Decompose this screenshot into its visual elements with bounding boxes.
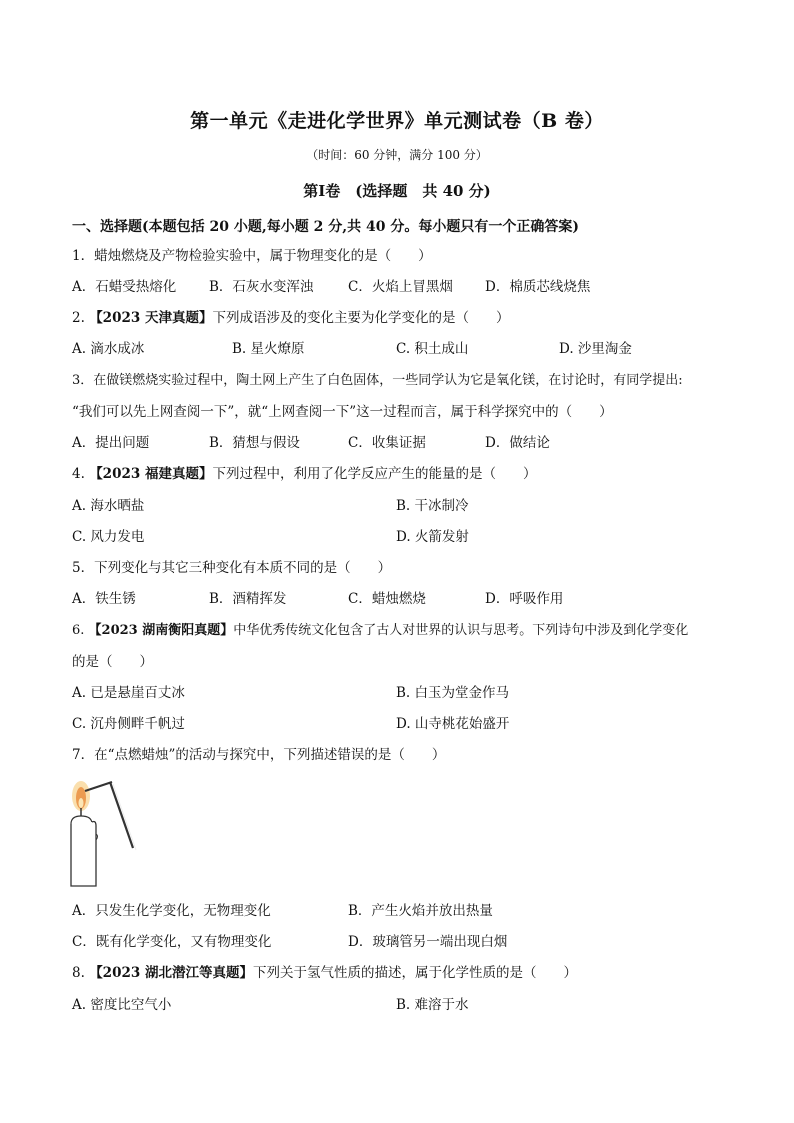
question-number: 8. <box>72 965 85 981</box>
q6-option-b: B. 白玉为堂金作马 <box>396 685 510 701</box>
q6-option-c: C. 沉舟侧畔千帆过 <box>72 716 185 732</box>
q5-option-c: C．蜡烛燃烧 <box>348 591 426 607</box>
candle-with-glass-tube-illustration <box>66 776 146 891</box>
question-1-stem: 1．蜡烛燃烧及产物检验实验中，属于物理变化的是（ ） <box>72 248 432 264</box>
question-3-stem: 3．在做镁燃烧实验过程中，陶土网上产生了白色固体，一些同学认为它是氧化镁，在讨论时，有同学提出: <box>72 373 683 388</box>
q7-option-a: A．只发生化学变化，无物理变化 <box>72 903 271 919</box>
question-7-stem: 7．在“点燃蜡烛”的活动与探究中，下列描述错误的是（ ） <box>72 747 446 763</box>
q2-option-d: D. 沙里淘金 <box>559 341 632 357</box>
question-6-stem-cont: 的是（ ） <box>72 654 153 670</box>
question-source: 【2023 湖北潜江等真题】 <box>89 965 253 981</box>
question-5-stem: 5．下列变化与其它三种变化有本质不同的是（ ） <box>72 560 392 576</box>
q5-option-a: A．铁生锈 <box>72 591 136 607</box>
q3-option-d: D．做结论 <box>485 435 550 451</box>
q2-option-c: C. 积土成山 <box>396 341 469 357</box>
question-2-stem <box>72 309 509 327</box>
q4-option-c: C. 风力发电 <box>72 529 145 545</box>
question-number: 2. <box>72 310 85 326</box>
q4-option-a: A. 海水晒盐 <box>72 498 145 514</box>
q7-option-d: D．玻璃管另一端出现白烟 <box>348 934 508 950</box>
question-source: 【2023 天津真题】 <box>89 310 213 326</box>
question-4-stem <box>72 465 536 483</box>
question-text: 中华优秀传统文化包含了古人对世界的认识与思考。下列诗句中涉及到化学变化 <box>233 623 689 638</box>
q8-option-a: A. 密度比空气小 <box>72 997 172 1013</box>
q6-option-a: A. 已是悬崖百丈冰 <box>72 685 185 701</box>
q3-option-c: C．收集证据 <box>348 435 426 451</box>
q5-option-b: B．酒精挥发 <box>209 591 287 607</box>
q1-option-c: C．火焰上冒黑烟 <box>348 279 453 295</box>
q2-option-b: B. 星火燎原 <box>232 341 305 357</box>
question-text: 下列成语涉及的变化主要为化学变化的是（ ） <box>212 310 510 326</box>
question-text: 下列关于氢气性质的描述，属于化学性质的是（ ） <box>252 965 577 981</box>
page-title: 第一单元《走进化学世界》单元测试卷（B 卷） <box>190 110 604 132</box>
q8-option-b: B. 难溶于水 <box>396 997 469 1013</box>
question-8-stem <box>72 964 577 982</box>
q3-option-a: A．提出问题 <box>72 435 150 451</box>
q3-option-b: B．猜想与假设 <box>209 435 300 451</box>
q4-option-d: D. 火箭发射 <box>396 529 469 545</box>
q4-option-b: B. 干冰制冷 <box>396 498 469 514</box>
question-source: 【2023 湖南衡阳真题】 <box>88 623 234 638</box>
question-number: 4. <box>72 466 85 482</box>
exam-info: （时间：60 分钟，满分 100 分） <box>306 148 488 162</box>
q5-option-d: D．呼吸作用 <box>485 591 564 607</box>
q7-option-c: C．既有化学变化，又有物理变化 <box>72 934 272 950</box>
question-6-stem <box>72 622 688 640</box>
q1-option-a: A．石蜡受热熔化 <box>72 279 177 295</box>
question-number: 6. <box>72 623 85 638</box>
section-heading: 一、选择题(本题包括 20 小题,每小题 2 分,共 40 分。每小题只有一个正确答案) <box>72 219 579 235</box>
part-heading: 第Ⅰ卷 (选择题 共 40 分) <box>303 182 491 200</box>
q6-option-d: D. 山寺桃花始盛开 <box>396 716 510 732</box>
q2-option-a: A. 滴水成冰 <box>72 341 145 357</box>
question-text: 下列过程中，利用了化学反应产生的能量的是（ ） <box>212 466 537 482</box>
q7-option-b: B．产生火焰并放出热量 <box>348 903 493 919</box>
question-3-stem-cont: “我们可以先上网查阅一下”，就“上网查阅一下”这一过程而言，属于科学探究中的（ ） <box>72 404 613 420</box>
question-source: 【2023 福建真题】 <box>89 466 213 482</box>
q1-option-d: D．棉质芯线烧焦 <box>485 279 591 295</box>
q1-option-b: B．石灰水变浑浊 <box>209 279 314 295</box>
